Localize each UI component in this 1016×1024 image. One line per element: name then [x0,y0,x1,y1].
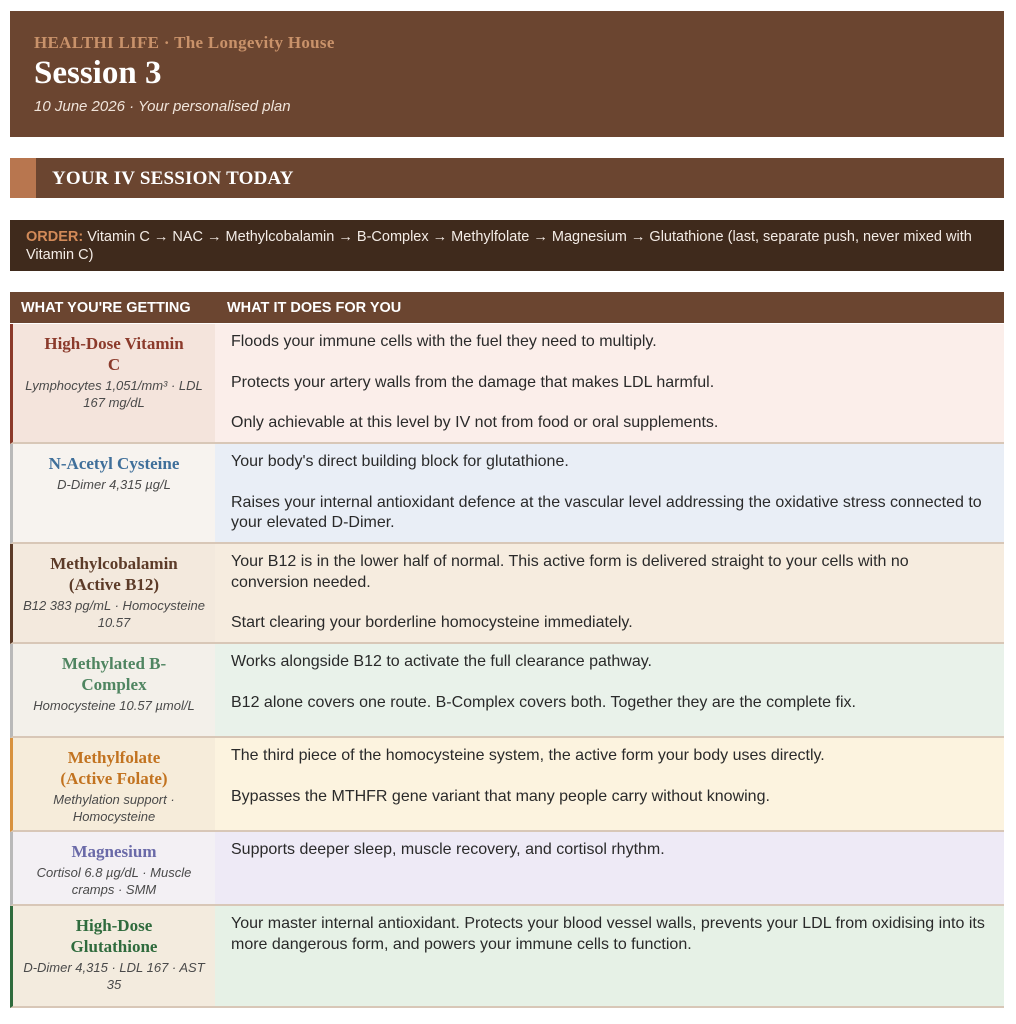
ingredient-cell [13,832,215,904]
brand-name: HEALTHI LIFE · The Longevity House [34,33,335,52]
benefit-text: Only achievable at this level by IV not from food or oral supplements. [231,414,719,431]
benefit-cell [215,644,1004,736]
section-accent [10,158,36,198]
section-header [10,158,1004,198]
ingredient-cell [13,738,215,830]
benefit-text: The third piece of the homocysteine system, the active form your body uses directly. [231,747,825,764]
table-row [10,444,1004,544]
order-label: ORDER: [26,229,84,245]
order-text: Vitamin C → NAC → Methylcobalamin → B-Complex → Methylfolate → Magnesium → Glutathione (last, separate push, never mixed with Vitamin C) [26,229,972,263]
column-header-does: WHAT IT DOES FOR YOU [227,300,402,316]
ingredient-name: Magnesium [71,842,157,861]
benefit-text: B12 alone covers one route. B-Complex covers both. Together they are the complete fix. [231,693,856,711]
ingredient-markers: Cortisol 6.8 µg/dL · Muscle cramps · SMM [36,865,192,897]
ingredient-cell [13,906,215,1006]
benefit-text: Your B12 is in the lower half of normal. This active form is delivered straight to your cells with no conversion needed. [231,553,909,591]
benefit-cell [215,738,1004,830]
table-row [10,832,1004,906]
benefit-text: Works alongside B12 to activate the full clearance pathway. [231,653,652,670]
ingredient-name: High-Dose Glutathione [70,916,158,956]
ingredient-markers: Homocysteine 10.57 µmol/L [33,698,195,713]
ingredient-markers: Lymphocytes 1,051/mm³ · LDL 167 mg/dL [25,378,203,410]
table-row [10,738,1004,832]
ingredient-cell [13,324,215,442]
ingredient-cell [13,544,215,642]
benefit-cell [215,832,1004,904]
ingredient-markers: D-Dimer 4,315 µg/L [57,477,171,492]
benefit-text: Protects your artery walls from the damage that makes LDL harmful. [231,373,715,391]
ingredient-markers: D-Dimer 4,315 · LDL 167 · AST 35 [23,960,205,992]
ingredient-name: Methylfolate (Active Folate) [60,748,168,788]
benefit-text: Start clearing your borderline homocysteine immediately. [231,614,633,631]
table-row [10,544,1004,644]
column-header-getting: WHAT YOU'RE GETTING [21,300,191,316]
benefit-text: Your master internal antioxidant. Protects your blood vessel walls, prevents your LDL from oxidising into its more dangerous form, and powers your immune cells to function. [231,915,985,953]
benefit-cell [215,544,1004,642]
ingredient-cell [13,644,215,736]
ingredient-markers: Methylation support · Homocysteine [53,792,175,824]
order-box [10,220,1004,271]
benefit-text: Your body's direct building block for glutathione. [231,453,569,470]
ingredient-name: Methylated B-Complex [61,654,167,694]
benefit-cell [215,324,1004,442]
section-title: YOUR IV SESSION TODAY [52,168,294,189]
header-banner [10,11,1004,137]
benefit-text: Floods your immune cells with the fuel they need to multiply. [231,333,657,350]
table-row [10,906,1004,1008]
table-header [10,292,1004,323]
ingredient-name: N-Acetyl Cysteine [48,454,180,473]
benefit-text: Raises your internal antioxidant defence at the vascular level addressing the oxidative stress connected to your elevated D-Dimer. [231,493,982,531]
ingredient-cell [13,444,215,542]
ingredient-markers: B12 383 pg/mL · Homocysteine 10.57 [23,598,205,630]
ingredient-name: Methylcobalamin (Active B12) [50,554,178,594]
benefit-text: Supports deeper sleep, muscle recovery, and cortisol rhythm. [231,841,665,858]
table-row [10,324,1004,444]
table-row [10,644,1004,738]
page-subtitle: 10 June 2026 · Your personalised plan [34,98,291,115]
benefit-cell [215,906,1004,1006]
ingredient-name: High-Dose Vitamin C [44,334,184,374]
benefit-cell [215,444,1004,542]
page-title: Session 3 [34,55,162,91]
benefit-text: Bypasses the MTHFR gene variant that many people carry without knowing. [231,787,770,805]
